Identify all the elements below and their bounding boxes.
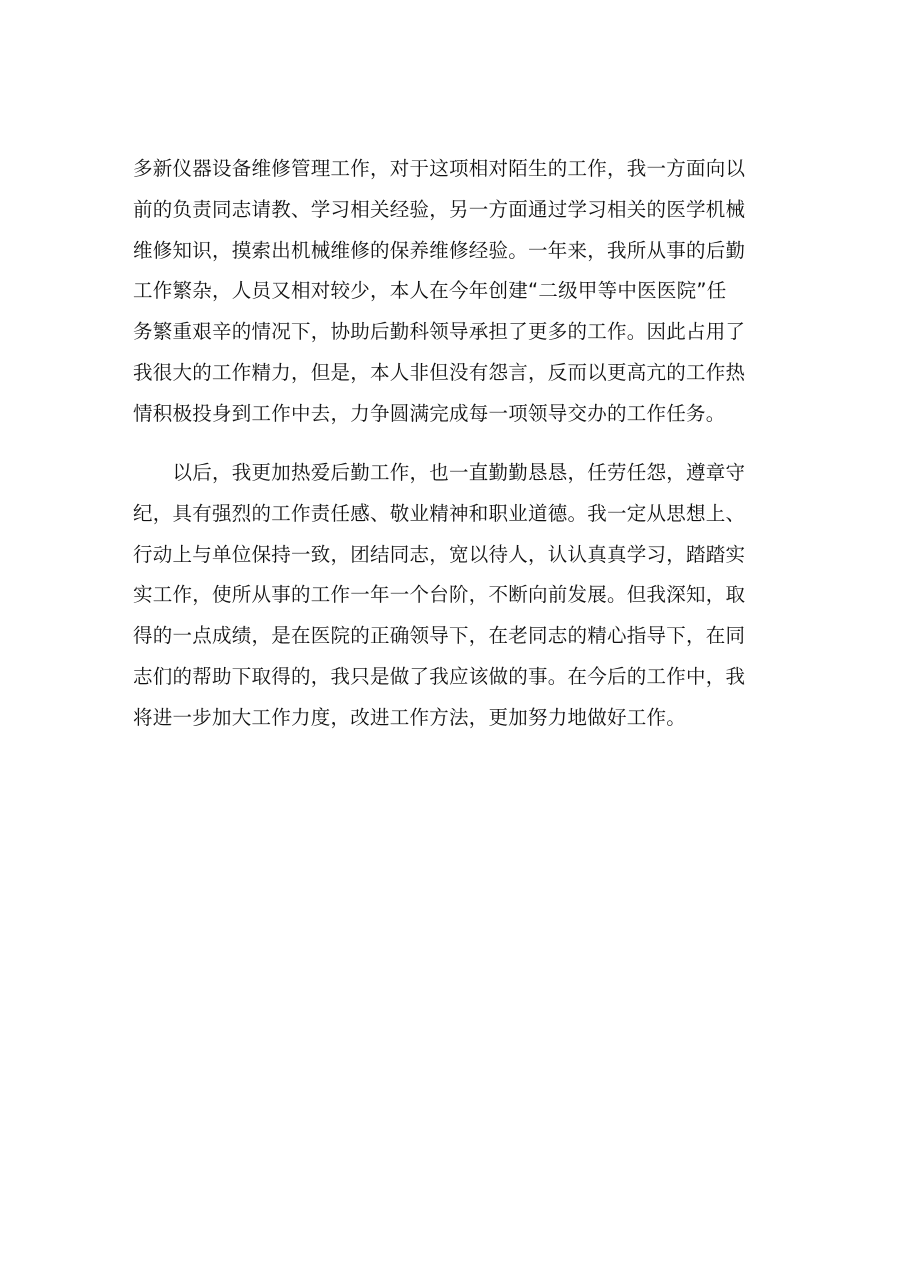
paragraph-line: 将进一步加大工作力度，改进工作方法，更加努力地做好工作。 [133, 705, 687, 729]
paragraph-2 [133, 453, 746, 739]
paragraph-line: 维修知识，摸索出机械维修的保养维修经验。一年来，我所从事的后勤 [133, 238, 746, 262]
paragraph-line: 得的一点成绩，是在医院的正确领导下，在老同志的精心指导下，在同 [133, 624, 746, 648]
paragraph-line: 行动上与单位保持一致，团结同志，宽以待人，认认真真学习，踏踏实 [133, 542, 746, 566]
paragraph-line: 志们的帮助下取得的，我只是做了我应该做的事。在今后的工作中，我 [133, 664, 746, 688]
paragraph-line: 务繁重艰辛的情况下，协助后勤科领导承担了更多的工作。因此占用了 [133, 320, 746, 344]
paragraph-line: 纪，具有强烈的工作责任感、敬业精神和职业道德。我一定从思想上、 [133, 501, 746, 525]
paragraph-line: 情积极投身到工作中去，力争圆满完成每一项领导交办的工作任务。 [133, 401, 726, 425]
paragraph-line: 工作繁杂，人员又相对较少，本人在今年创建“二级甲等中医医院”任 [133, 279, 727, 303]
paragraph-line: 前的负责同志请教、学习相关经验，另一方面通过学习相关的医学机械 [133, 197, 746, 221]
paragraph-line: 多新仪器设备维修管理工作，对于这项相对陌生的工作，我一方面向以 [133, 157, 746, 180]
paragraph-line: 实工作，使所从事的工作一年一个台阶，不断向前发展。但我深知，取 [133, 583, 746, 607]
paragraph-1 [133, 149, 746, 435]
paragraph-line: 以后，我更加热爱后勤工作，也一直勤勤恳恳，任劳任怨，遵章守 [133, 461, 746, 484]
paragraph-line: 我很大的工作精力，但是，本人非但没有怨言，反而以更高亢的工作热 [133, 360, 746, 384]
